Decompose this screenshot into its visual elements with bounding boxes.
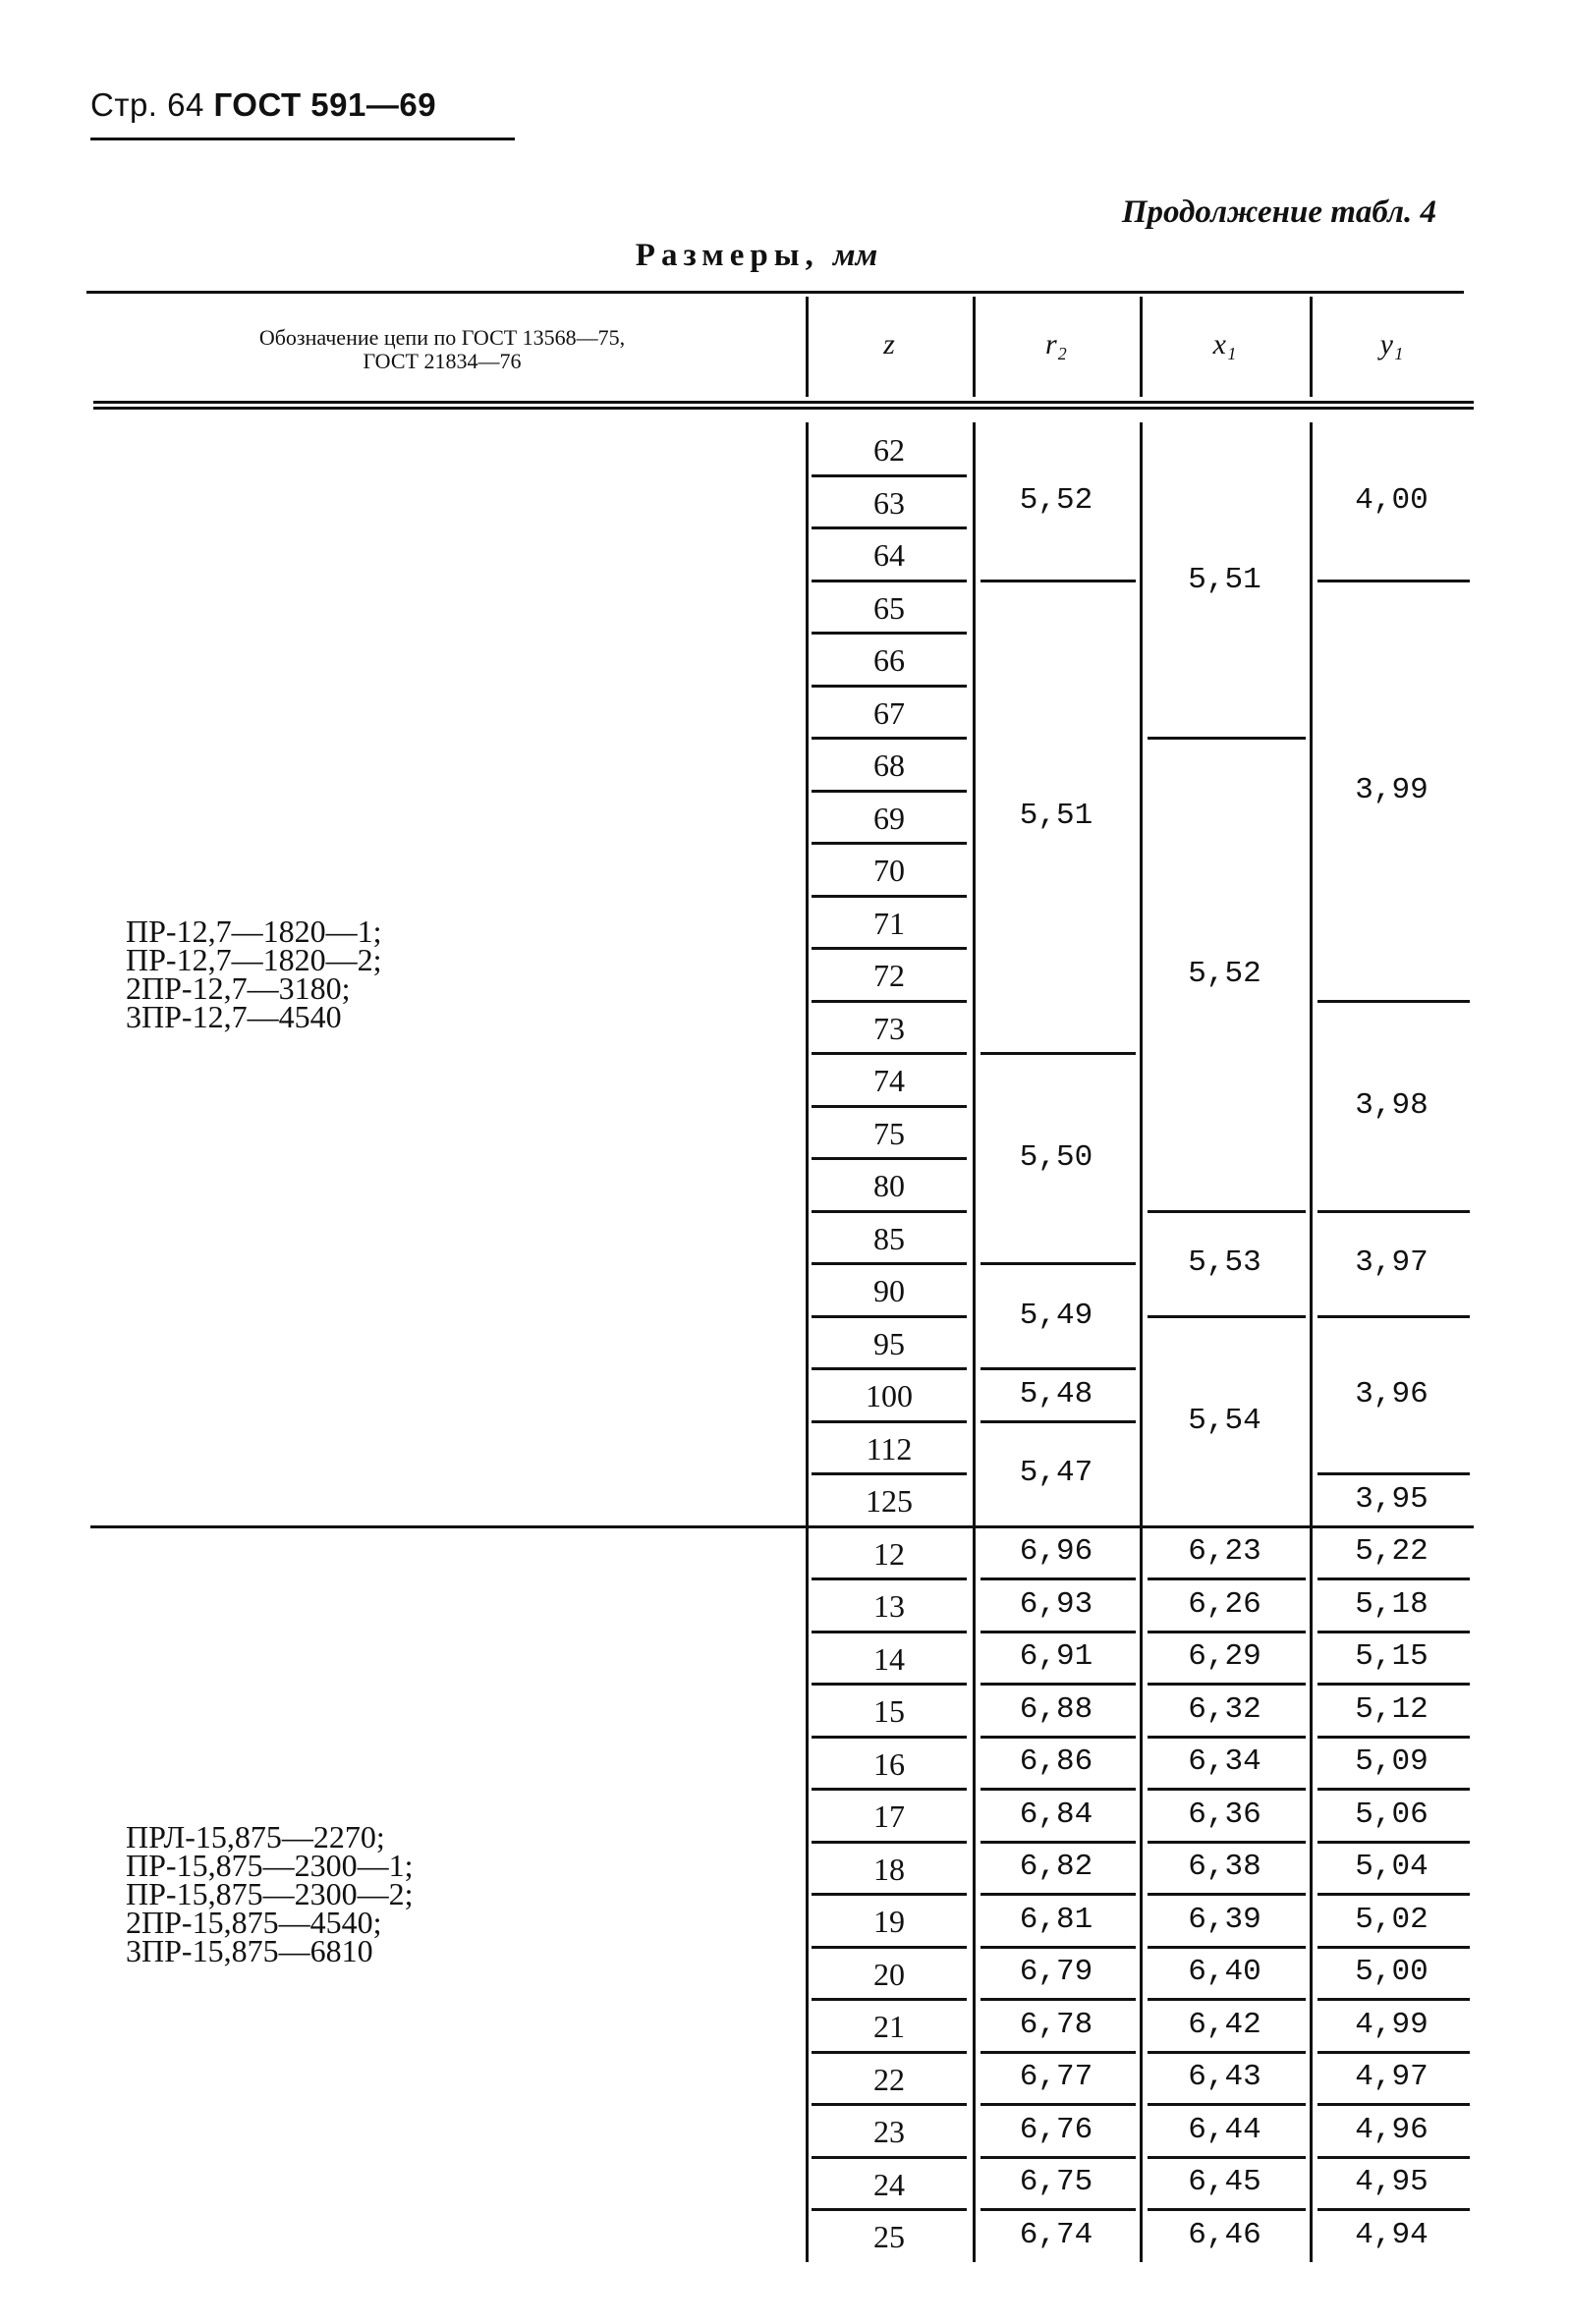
x1-value: 6,23 [1188, 1534, 1261, 1569]
x1-value: 5,53 [1188, 1245, 1261, 1280]
z-row-rule [812, 1631, 967, 1633]
x1-cell-rule [1148, 1577, 1306, 1580]
z-row-rule [812, 1420, 967, 1423]
z-value: 75 [873, 1116, 905, 1151]
table-top-rule [86, 291, 1464, 294]
z-value: 95 [873, 1326, 905, 1361]
x1-cell-rule [1148, 1946, 1306, 1949]
z-value: 68 [873, 747, 905, 783]
column-rule [973, 422, 976, 1526]
y1-cell-rule [1317, 1631, 1470, 1633]
y1-value: 3,98 [1355, 1088, 1429, 1123]
x1-cell-rule [1148, 1683, 1306, 1686]
r2-value: 5,50 [1019, 1140, 1093, 1175]
z-value: 125 [866, 1483, 913, 1519]
y1-value: 3,95 [1355, 1482, 1429, 1517]
y1-value: 5,22 [1355, 1534, 1429, 1569]
r2-value: 6,88 [1019, 1692, 1093, 1727]
z-value: 74 [873, 1063, 905, 1098]
x1-cell-rule [1148, 1788, 1306, 1791]
r2-cell-rule [981, 2156, 1136, 2159]
y1-cell-rule [1317, 1736, 1470, 1739]
r2-cell-rule [981, 2103, 1136, 2106]
x1-cell-rule [1148, 2051, 1306, 2054]
x1-value: 6,46 [1188, 2218, 1261, 2252]
z-row-rule [812, 2051, 967, 2054]
z-value: 65 [873, 590, 905, 626]
column-rule [1310, 422, 1313, 1526]
x1-cell-rule [1148, 1315, 1306, 1318]
z-row-rule [812, 790, 967, 793]
r2-value: 6,93 [1019, 1587, 1093, 1622]
y1-cell-rule [1317, 1472, 1470, 1475]
z-value: 17 [873, 1798, 905, 1834]
r2-value: 6,81 [1019, 1903, 1093, 1937]
y1-cell-rule [1317, 1683, 1470, 1686]
r2-value: 5,47 [1019, 1456, 1093, 1490]
y1-value: 5,09 [1355, 1744, 1429, 1779]
column-rule [806, 1526, 809, 2262]
r2-cell-rule [981, 1736, 1136, 1739]
x1-value: 6,32 [1188, 1692, 1261, 1727]
page-number: Стр. 64 [90, 86, 204, 123]
z-value: 66 [873, 642, 905, 678]
z-row-rule [812, 2156, 967, 2159]
r2-value: 6,79 [1019, 1955, 1093, 1989]
r2-cell-rule [981, 1946, 1136, 1949]
header-chain-designation: Обозначение цепи по ГОСТ 13568—75, [258, 325, 626, 350]
z-value: 23 [873, 2114, 905, 2149]
x1-cell-rule [1148, 1893, 1306, 1896]
r2-cell-rule [981, 1893, 1136, 1896]
header-z: z [883, 328, 895, 360]
r2-cell-rule [981, 2208, 1136, 2211]
z-row-rule [812, 685, 967, 688]
y1-value: 5,04 [1355, 1850, 1429, 1884]
x1-value: 6,45 [1188, 2165, 1261, 2199]
chain-designation: 3ПР-15,875—6810 [126, 1933, 373, 1968]
y1-cell-rule [1317, 1210, 1470, 1213]
z-row-rule [812, 1893, 967, 1896]
z-row-rule [812, 1210, 967, 1213]
chain-designation: 2ПР-12,7—3180; [126, 970, 351, 1006]
chain-designation: ПРЛ-15,875—2270; [126, 1819, 385, 1854]
r2-value: 6,78 [1019, 2008, 1093, 2042]
units-title-text: Размеры, [635, 238, 819, 273]
x1-value: 6,42 [1188, 2008, 1261, 2042]
chain-designation: ПР-12,7—1820—1; [126, 913, 382, 949]
z-value: 24 [873, 2167, 905, 2202]
z-row-rule [812, 1052, 967, 1055]
z-row-rule [812, 1841, 967, 1844]
x1-value: 6,34 [1188, 1744, 1261, 1779]
y1-cell-rule [1317, 1315, 1470, 1318]
z-value: 80 [873, 1168, 905, 1203]
z-row-rule [812, 737, 967, 740]
r2-value: 6,82 [1019, 1850, 1093, 1884]
y1-cell-rule [1317, 1577, 1470, 1580]
r2-value: 6,91 [1019, 1639, 1093, 1674]
chain-designation: 2ПР-15,875—4540; [126, 1905, 382, 1940]
r2-value: 6,96 [1019, 1534, 1093, 1569]
z-value: 25 [873, 2219, 905, 2254]
r2-cell-rule [981, 1052, 1136, 1055]
y1-cell-rule [1317, 2051, 1470, 2054]
y1-value: 3,99 [1355, 773, 1429, 807]
z-value: 71 [873, 906, 905, 941]
x1-cell-rule [1148, 2103, 1306, 2106]
header-bottom-rule [93, 401, 1474, 404]
r2-value: 6,76 [1019, 2113, 1093, 2147]
r2-value: 6,86 [1019, 1744, 1093, 1779]
z-row-rule [812, 1315, 967, 1318]
x1-cell-rule [1148, 1998, 1306, 2001]
r2-cell-rule [981, 1788, 1136, 1791]
r2-cell-rule [981, 1367, 1136, 1370]
x1-value: 6,29 [1188, 1639, 1261, 1674]
y1-cell-rule [1317, 2103, 1470, 2106]
page-header [90, 86, 436, 124]
y1-value: 5,02 [1355, 1903, 1429, 1937]
z-row-rule [812, 842, 967, 845]
y1-cell-rule [1317, 1946, 1470, 1949]
z-value: 72 [873, 958, 905, 993]
x1-cell-rule [1148, 1631, 1306, 1633]
x1-value: 6,44 [1188, 2113, 1261, 2147]
header-rule [90, 138, 515, 140]
y1-value: 3,96 [1355, 1377, 1429, 1411]
y1-value: 3,97 [1355, 1245, 1429, 1280]
header-chain-designation-line2: ГОСТ 21834—76 [363, 349, 522, 373]
y1-cell-rule [1317, 580, 1470, 582]
standard-code: ГОСТ 591—69 [213, 86, 437, 123]
z-value: 16 [873, 1746, 905, 1782]
r2-value: 5,52 [1019, 483, 1093, 518]
y1-value: 4,99 [1355, 2008, 1429, 2042]
y1-value: 4,96 [1355, 2113, 1429, 2147]
z-row-rule [812, 474, 967, 477]
z-value: 112 [866, 1431, 913, 1466]
z-value: 13 [873, 1588, 905, 1624]
x1-value: 6,38 [1188, 1850, 1261, 1884]
z-row-rule [812, 526, 967, 529]
header-column-rule [1140, 297, 1143, 397]
z-row-rule [812, 1367, 967, 1370]
z-row-rule [812, 1157, 967, 1160]
r2-cell-rule [981, 1262, 1136, 1265]
x1-value: 5,54 [1188, 1404, 1261, 1438]
x1-cell-rule [1148, 1210, 1306, 1213]
y1-value: 5,00 [1355, 1955, 1429, 1989]
r2-value: 5,49 [1019, 1299, 1093, 1333]
x1-value: 6,40 [1188, 1955, 1261, 1989]
chain-designation: ПР-12,7—1820—2; [126, 942, 382, 977]
z-row-rule [812, 1262, 967, 1265]
y1-value: 4,00 [1355, 483, 1429, 518]
r2-cell-rule [981, 1841, 1136, 1844]
r2-value: 6,74 [1019, 2218, 1093, 2252]
z-row-rule [812, 1788, 967, 1791]
z-row-rule [812, 1105, 967, 1108]
y1-value: 4,94 [1355, 2218, 1429, 2252]
x1-value: 6,36 [1188, 1798, 1261, 1832]
r2-cell-rule [981, 2051, 1136, 2054]
z-value: 22 [873, 2062, 905, 2097]
z-row-rule [812, 1000, 967, 1003]
z-row-rule [812, 580, 967, 582]
y1-cell-rule [1317, 2208, 1470, 2211]
chain-designation: 3ПР-12,7—4540 [126, 999, 342, 1034]
z-value: 90 [873, 1273, 905, 1308]
x1-value: 6,26 [1188, 1587, 1261, 1622]
y1-value: 4,95 [1355, 2165, 1429, 2199]
r2-cell-rule [981, 1577, 1136, 1580]
header-x1: x₁ [1212, 328, 1237, 360]
group-separator [90, 1525, 1474, 1528]
z-row-rule [812, 2103, 967, 2106]
x1-cell-rule [1148, 2156, 1306, 2159]
r2-cell-rule [981, 1420, 1136, 1423]
x1-value: 5,51 [1188, 563, 1261, 597]
table-continuation-label: Продолжение табл. 4 [1121, 194, 1436, 230]
y1-cell-rule [1317, 1788, 1470, 1791]
x1-cell-rule [1148, 2208, 1306, 2211]
z-value: 67 [873, 695, 905, 731]
z-value: 73 [873, 1011, 905, 1046]
y1-value: 5,06 [1355, 1798, 1429, 1832]
z-row-rule [812, 947, 967, 950]
x1-cell-rule [1148, 737, 1306, 740]
y1-cell-rule [1317, 2156, 1470, 2159]
chain-designation: ПР-15,875—2300—2; [126, 1876, 414, 1911]
y1-value: 5,15 [1355, 1639, 1429, 1674]
y1-cell-rule [1317, 1841, 1470, 1844]
z-value: 15 [873, 1693, 905, 1729]
r2-cell-rule [981, 580, 1136, 582]
units-title [531, 238, 982, 274]
z-value: 21 [873, 2009, 905, 2044]
z-value: 70 [873, 853, 905, 888]
z-row-rule [812, 1946, 967, 1949]
r2-value: 6,84 [1019, 1798, 1093, 1832]
r2-cell-rule [981, 1683, 1136, 1686]
x1-cell-rule [1148, 1841, 1306, 1844]
y1-cell-rule [1317, 1893, 1470, 1896]
z-value: 18 [873, 1852, 905, 1887]
r2-value: 6,77 [1019, 2060, 1093, 2094]
z-row-rule [812, 895, 967, 898]
z-row-rule [812, 632, 967, 635]
units-mm: мм [832, 238, 878, 273]
r2-cell-rule [981, 1631, 1136, 1633]
column-rule [1310, 1526, 1313, 2262]
column-rule [1140, 1526, 1143, 2262]
z-row-rule [812, 1472, 967, 1475]
header-column-rule [1310, 297, 1313, 397]
z-value: 19 [873, 1904, 905, 1939]
y1-value: 5,18 [1355, 1587, 1429, 1622]
y1-value: 4,97 [1355, 2060, 1429, 2094]
z-value: 12 [873, 1536, 905, 1572]
y1-cell-rule [1317, 1000, 1470, 1003]
z-value: 69 [873, 801, 905, 836]
x1-value: 6,43 [1188, 2060, 1261, 2094]
z-row-rule [812, 1683, 967, 1686]
z-value: 63 [873, 485, 905, 521]
header-column-rule [806, 297, 809, 397]
z-value: 100 [866, 1378, 913, 1413]
z-value: 14 [873, 1641, 905, 1677]
header-y1: y₁ [1379, 328, 1404, 360]
z-row-rule [812, 1736, 967, 1739]
header-bottom-rule-double [93, 407, 1474, 410]
z-value: 20 [873, 1957, 905, 1992]
r2-cell-rule [981, 1998, 1136, 2001]
x1-cell-rule [1148, 1736, 1306, 1739]
z-row-rule [812, 1577, 967, 1580]
chain-designation: ПР-15,875—2300—1; [126, 1848, 414, 1883]
r2-value: 6,75 [1019, 2165, 1093, 2199]
z-row-rule [812, 1998, 967, 2001]
z-value: 62 [873, 432, 905, 468]
column-rule [973, 1526, 976, 2262]
z-value: 64 [873, 537, 905, 573]
y1-cell-rule [1317, 1998, 1470, 2001]
x1-value: 5,52 [1188, 957, 1261, 991]
header-r2: r₂ [1044, 328, 1068, 360]
r2-value: 5,51 [1019, 799, 1093, 833]
y1-value: 5,12 [1355, 1692, 1429, 1727]
header-column-rule [973, 297, 976, 397]
x1-value: 6,39 [1188, 1903, 1261, 1937]
z-row-rule [812, 2208, 967, 2211]
r2-value: 5,48 [1019, 1377, 1093, 1411]
z-value: 85 [873, 1221, 905, 1256]
